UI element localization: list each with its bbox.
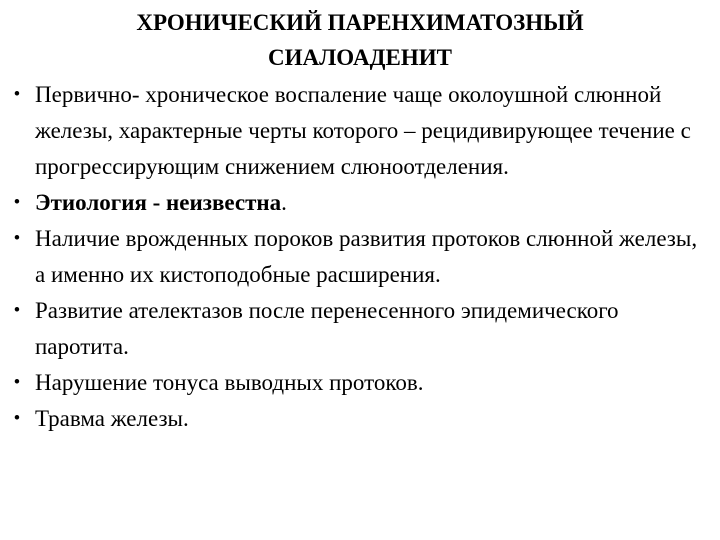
bullet-text: Первично- хроническое воспаление чаще околоушной слюнной железы, характерные черты которого – рецидивирующее течение с прогрессирующим снижением слюноотделения. — [35, 82, 691, 179]
bullet-text — [35, 185, 710, 221]
bullet-text: Развитие ателектазов после перенесенного эпидемического паротита. — [35, 298, 619, 359]
bullet-text: Травма железы. — [35, 406, 189, 431]
list-item — [10, 221, 710, 293]
bullet-icon: • — [13, 192, 21, 213]
list-item — [10, 365, 710, 401]
bullet-icon: • — [13, 408, 21, 429]
title-line-2: СИАЛОАДЕНИТ — [268, 45, 452, 70]
bullet-list — [10, 77, 710, 437]
bullet-icon: • — [13, 84, 21, 105]
list-item — [10, 185, 710, 221]
etiology-label: Этиология - неизвестна — [35, 190, 282, 215]
etiology-punct: . — [281, 190, 287, 215]
bullet-icon: • — [13, 228, 21, 249]
page-title — [60, 5, 660, 75]
list-item — [10, 401, 710, 437]
bullet-text: Нарушение тонуса выводных протоков. — [35, 370, 424, 395]
bullet-icon: • — [13, 300, 21, 321]
bullet-icon: • — [13, 372, 21, 393]
list-item — [10, 77, 710, 185]
list-item — [10, 293, 710, 365]
bullet-text: Наличие врожденных пороков развития протоков слюнной железы, а именно их кистоподобные расширения. — [35, 226, 698, 287]
title-line-1: ХРОНИЧЕСКИЙ ПАРЕНХИМАТОЗНЫЙ — [136, 10, 584, 35]
